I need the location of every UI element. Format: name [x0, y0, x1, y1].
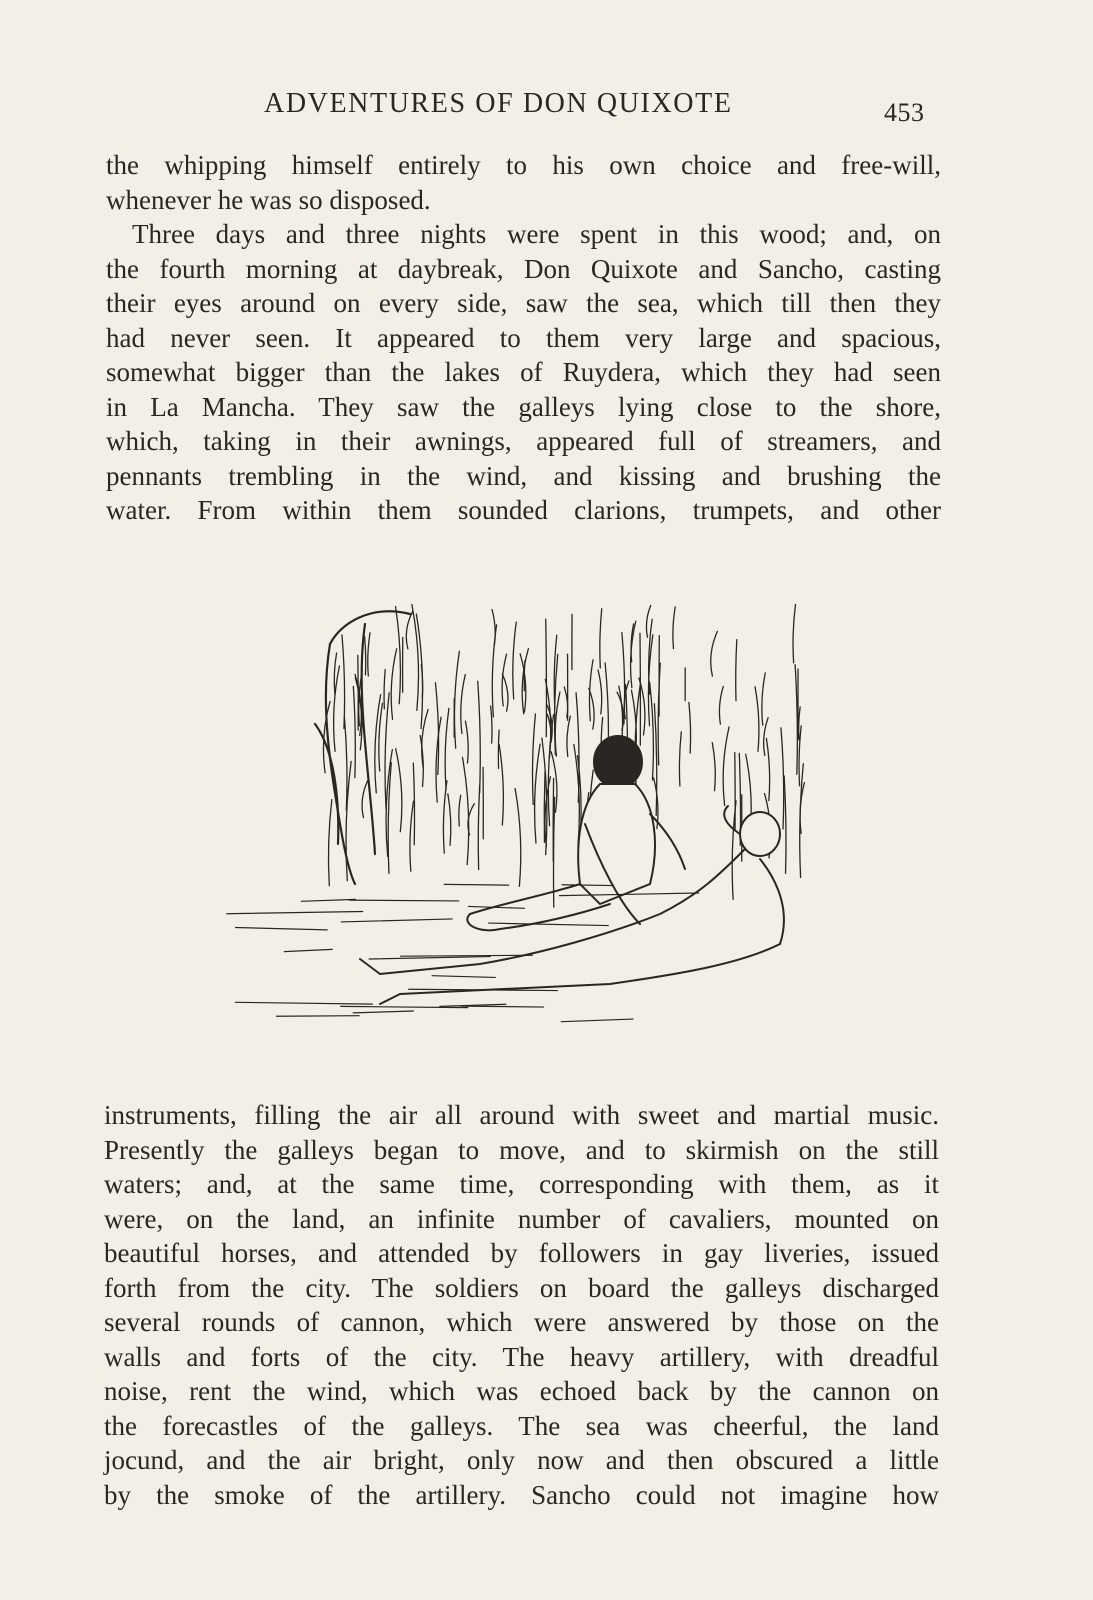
text-line: pennants trembling in the wind, and kissing and brushing the [106, 460, 941, 491]
ground-stroke [276, 1016, 359, 1017]
hatch-stroke [515, 788, 521, 886]
ground-stroke [349, 900, 458, 901]
hatch-stroke [459, 795, 461, 826]
hatch-stroke [555, 692, 560, 756]
hatch-stroke [342, 635, 345, 729]
hatch-stroke [396, 607, 401, 704]
hatch-stroke [712, 743, 715, 791]
hatch-stroke [410, 801, 414, 871]
hatch-stroke [454, 651, 459, 748]
text-line: the fourth morning at daybreak, Don Quixote and Sancho, casting [106, 253, 941, 284]
hatch-stroke [617, 692, 624, 730]
text-line: had never seen. It appeared to them very large and spacious, [106, 322, 941, 353]
text-line: somewhat bigger than the lakes of Ruydera, which they had seen [106, 357, 941, 387]
hatch-stroke [448, 794, 451, 846]
hatch-stroke [795, 665, 797, 774]
hatch-stroke [711, 631, 718, 676]
body-text-top [106, 148, 941, 528]
hatch-stroke [492, 625, 496, 717]
hatch-stroke [619, 686, 623, 742]
hatch-stroke [793, 604, 795, 662]
text-line: water. From within them sounded clarions, trumpets, and other [106, 495, 941, 525]
hatch-stroke [535, 744, 541, 843]
text-line: by the smoke of the artillery. Sancho could not imagine how [104, 1479, 939, 1510]
body-text-bottom [104, 1098, 939, 1512]
hatch-stroke [679, 732, 681, 786]
hatch-stroke [344, 717, 347, 811]
hatch-stroke [465, 721, 468, 763]
text-line: beautiful horses, and attended by followers in gay liveries, issued [104, 1238, 939, 1268]
ground-stroke [236, 927, 328, 929]
hatch-stroke [576, 693, 579, 802]
hatch-stroke [353, 686, 355, 777]
ground-stroke [235, 1002, 372, 1004]
hatch-stroke [766, 738, 769, 800]
hatch-stroke [784, 776, 786, 873]
hatch-stroke [723, 727, 729, 806]
text-line: forth from the city. The soldiers on board the galleys discharged [104, 1272, 939, 1303]
hatch-stroke [478, 681, 481, 793]
text-line: their eyes around on every side, saw the sea, which till then they [106, 288, 941, 318]
ground-stroke [401, 955, 533, 956]
hatch-stroke [468, 804, 474, 835]
text-line: the forecastles of the galleys. The sea was cheerful, the land [104, 1410, 939, 1441]
hatch-stroke [498, 730, 499, 768]
hatch-stroke [391, 649, 396, 720]
text-line: in La Mancha. They saw the galleys lying close to the shore, [106, 391, 941, 422]
ground-stroke [561, 1019, 633, 1022]
engraving-svg [180, 584, 860, 1054]
hatch-stroke [598, 670, 602, 714]
hatch-stroke [421, 665, 422, 698]
hatch-stroke [736, 640, 737, 701]
ground-stroke [227, 912, 363, 914]
hatch-stroke [379, 703, 383, 771]
text-line: Presently the galleys began to move, and to skirmish on the still [104, 1134, 939, 1165]
ground-stroke [562, 885, 614, 886]
hatch-stroke [328, 800, 331, 886]
text-line: Three days and three nights were spent in this wood; and, on [132, 219, 941, 249]
hatch-stroke [755, 687, 759, 752]
hatch-stroke [513, 622, 516, 699]
hatch-stroke [406, 611, 412, 648]
hatch-stroke [589, 660, 593, 721]
hatch-stroke [462, 757, 468, 864]
ground-stroke [284, 949, 332, 951]
hatch-stroke [654, 704, 656, 816]
text-line: instruments, filling the air all around with sweet and martial music. [104, 1100, 939, 1130]
text-line: waters; and, at the same time, corresponding with them, as it [104, 1169, 939, 1199]
hatch-stroke [499, 745, 503, 825]
hatch-stroke [384, 670, 385, 709]
ground-stroke [461, 1006, 544, 1007]
text-line: jocund, and the air bright, only now and then obscured a little [104, 1445, 939, 1475]
hatch-stroke [478, 786, 479, 870]
hatch-stroke [762, 673, 765, 725]
ground-stroke [301, 899, 355, 901]
hatch-stroke [445, 708, 449, 789]
text-line: noise, rent the wind, which was echoed back by the cannon on [104, 1376, 939, 1406]
text-line: walls and forts of the city. The heavy artillery, with dreadful [104, 1341, 939, 1372]
ground-stroke [369, 957, 490, 959]
text-line: the whipping himself entirely to his own choice and free-will, [106, 150, 941, 180]
hatch-stroke [362, 780, 368, 817]
ground-stroke [432, 976, 495, 978]
hatch-stroke [368, 633, 370, 676]
hatch-stroke [567, 716, 570, 756]
ground-stroke [489, 923, 609, 926]
hatch-stroke [443, 781, 447, 853]
hatch-stroke [781, 728, 784, 829]
ground-stroke [341, 919, 452, 922]
text-line: whenever he was so disposed. [106, 184, 431, 215]
ground-stroke [409, 989, 558, 990]
ground-stroke [353, 1011, 413, 1013]
ground-stroke [444, 884, 508, 885]
engraving-illustration [180, 584, 860, 1054]
hatch-stroke [396, 749, 402, 832]
hatch-stroke [546, 619, 547, 737]
text-line: which, taking in their awnings, appeared full of streamers, and [106, 426, 941, 456]
hatch-stroke [689, 702, 691, 753]
page-number: 453 [884, 98, 925, 127]
hatch-stroke [461, 675, 466, 734]
ground-lines [227, 884, 699, 1021]
hatch-stroke [365, 636, 366, 675]
hatch-stroke [673, 607, 675, 649]
running-title: ADVENTURES OF DON QUIXOTE [264, 88, 733, 119]
hatch-stroke [491, 706, 492, 743]
hatch-stroke [375, 695, 381, 793]
hatch-stroke [719, 686, 723, 724]
text-line: several rounds of cannon, which were answered by those on the [104, 1307, 939, 1337]
text-line: were, on the land, an infinite number of cavaliers, mounted on [104, 1203, 939, 1234]
hatch-stroke [600, 609, 602, 668]
hatch-stroke [650, 682, 654, 780]
